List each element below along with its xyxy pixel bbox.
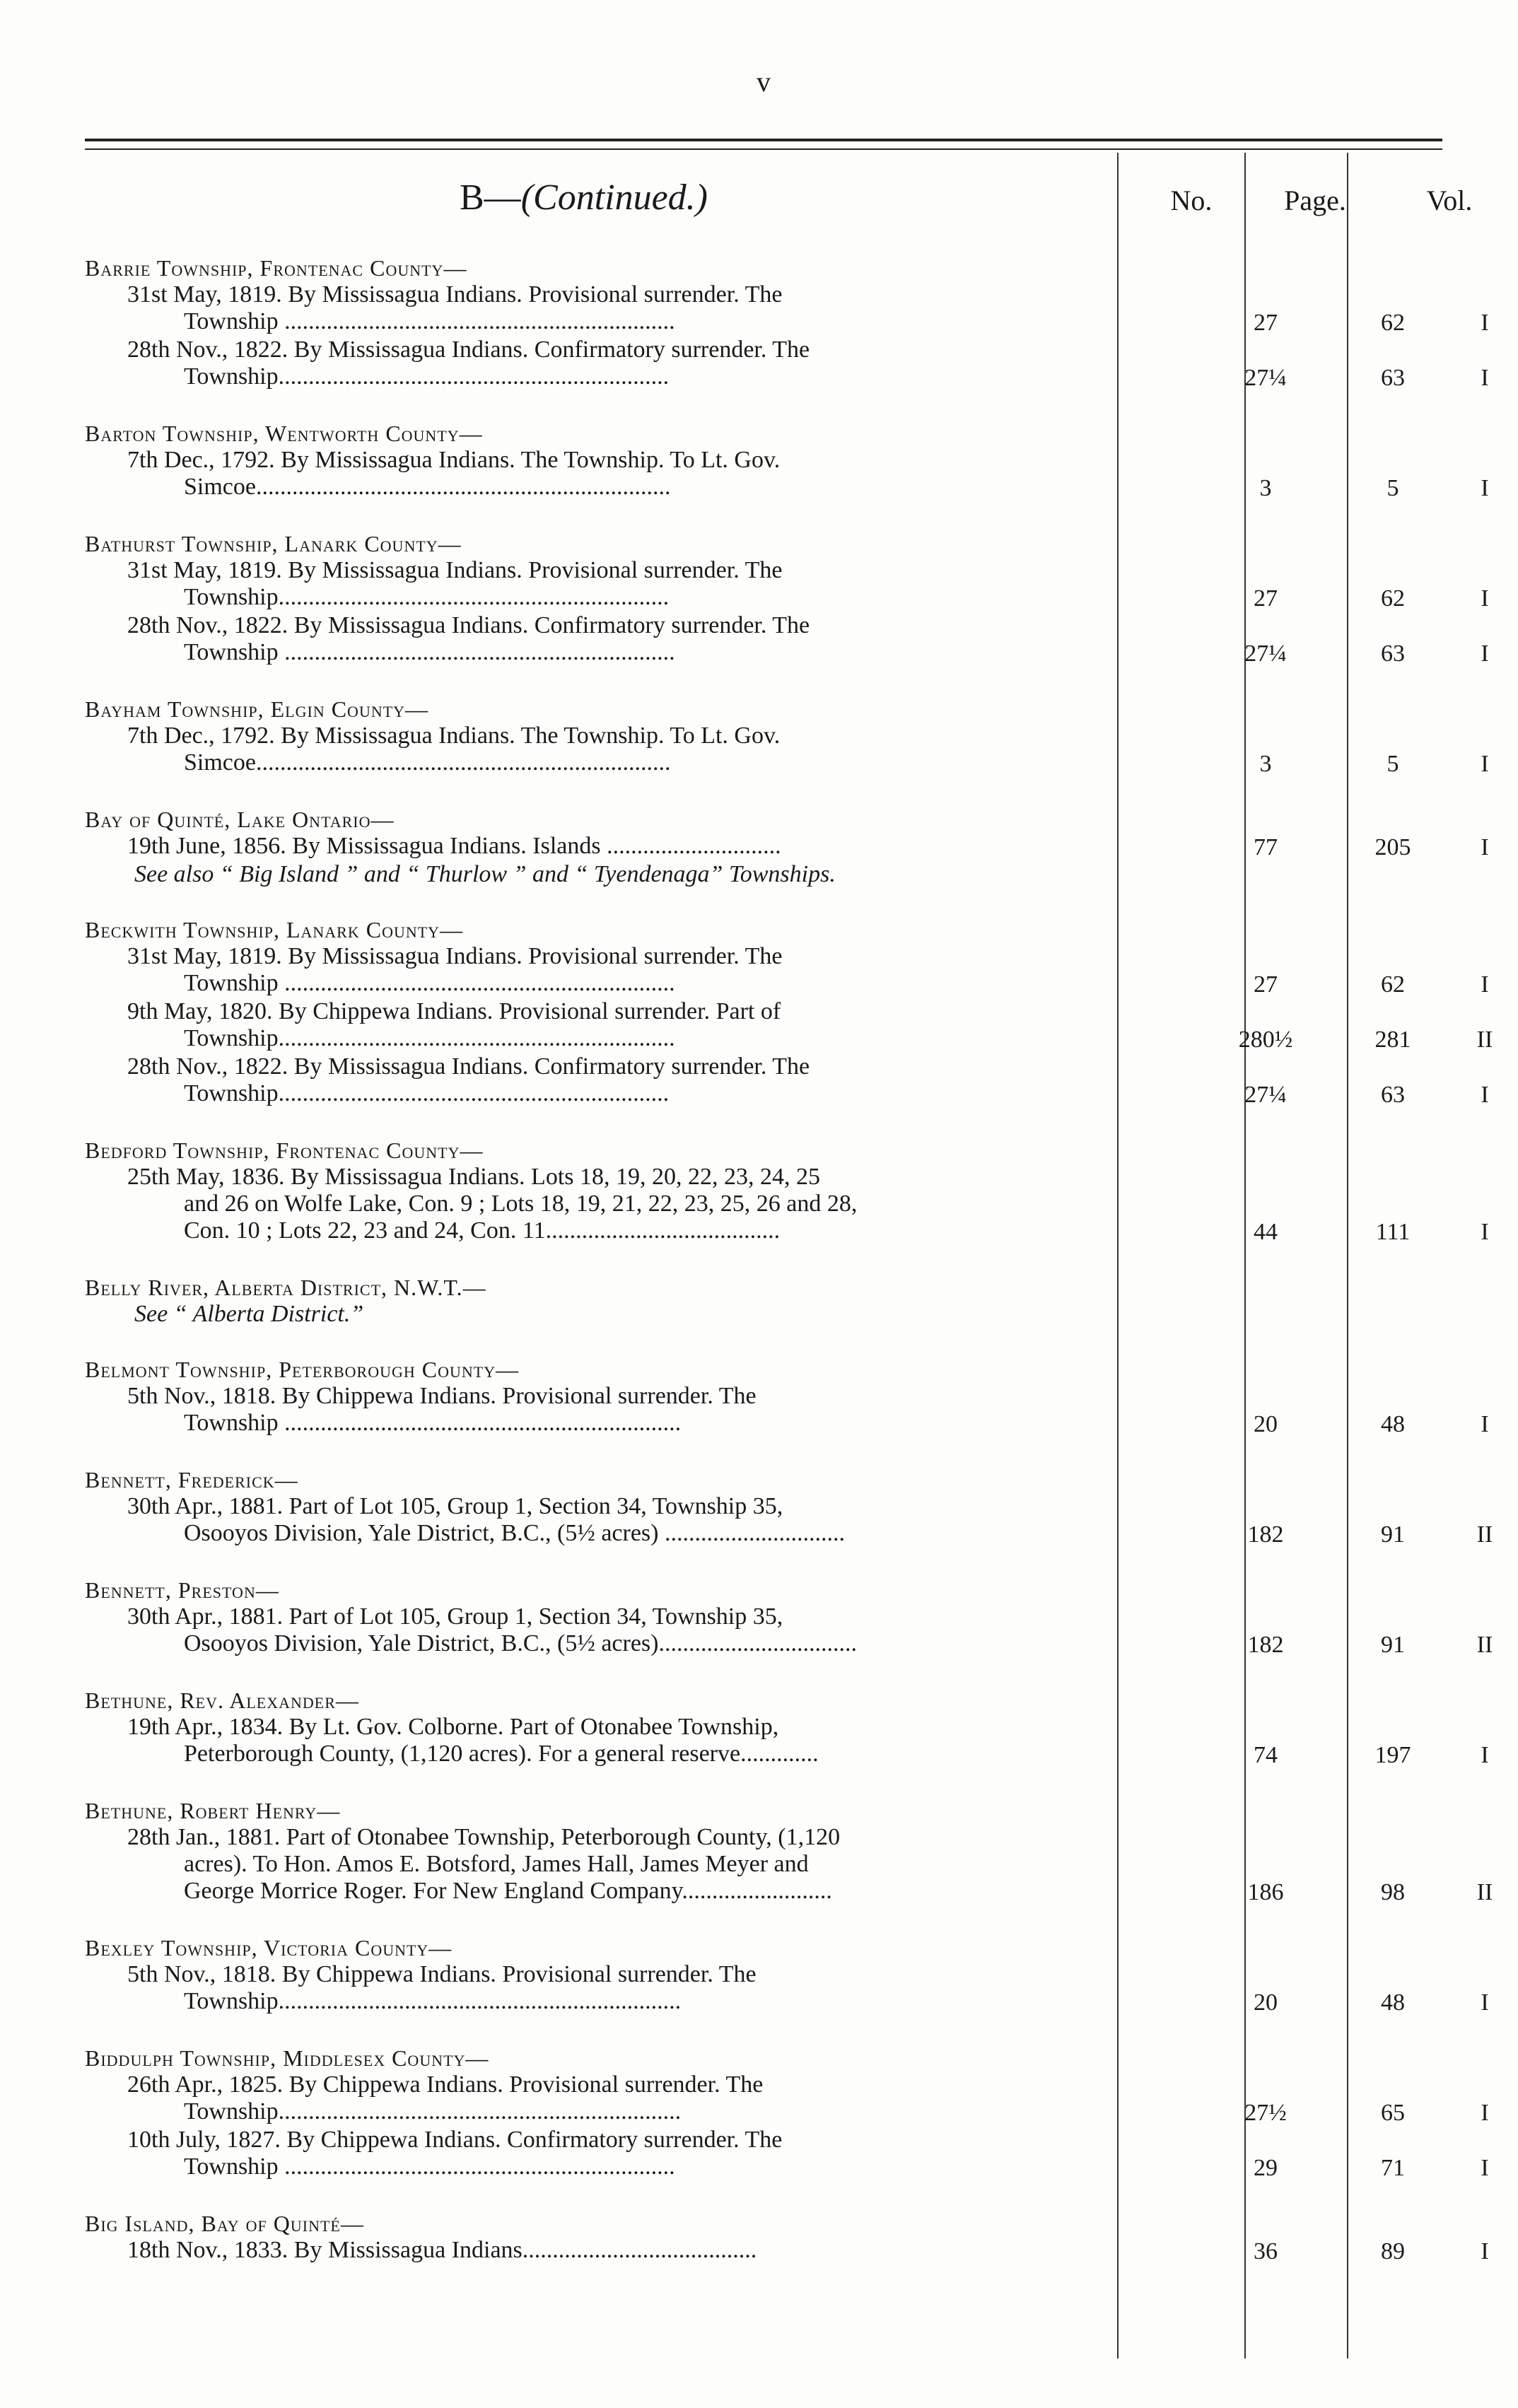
entry-number: 280½ <box>1238 1027 1293 1053</box>
entry-number: 186 <box>1247 1879 1284 1905</box>
index-entry <box>85 1797 1493 1906</box>
entry-volume: I <box>1481 2238 1489 2264</box>
entry-text-line: Township................................................................. <box>184 1080 670 1106</box>
entry-heading: Belmont Township, Peterborough County— <box>85 1357 520 1382</box>
entry-number: 77 <box>1254 834 1278 860</box>
entry-text <box>127 337 1181 390</box>
entry-item <box>85 2237 1489 2265</box>
entry-text-line: 9th May, 1820. By Chippewa Indians. Provisional surrender. Part of <box>127 998 781 1024</box>
entry-text-line: 30th Apr., 1881. Part of Lot 105, Group 1, Section 34, Township 35, <box>127 1603 783 1630</box>
entry-page: 197 <box>1374 1742 1411 1768</box>
entry-text <box>127 1493 1181 1547</box>
entry-text <box>127 281 1181 335</box>
entry-page: 48 <box>1381 1989 1405 2016</box>
index-entries <box>85 255 1493 2293</box>
entry-text-line: 19th June, 1856. By Mississagua Indians. Islands ............................. <box>127 833 781 859</box>
entry-volume: I <box>1481 834 1489 860</box>
entry-heading: Big Island, Bay of Quinté— <box>85 2211 364 2236</box>
entry-page: 63 <box>1381 365 1405 391</box>
entry-volume: II <box>1476 1027 1493 1053</box>
entry-heading: Barton Township, Wentworth County— <box>85 421 483 446</box>
entry-heading: Bennett, Frederick— <box>85 1467 298 1492</box>
entry-heading: Bathurst Township, Lanark County— <box>85 531 462 556</box>
entry-heading: Bennett, Preston— <box>85 1577 279 1603</box>
entry-volume: I <box>1481 365 1489 391</box>
entry-heading: Bexley Township, Victoria County— <box>85 1935 453 1960</box>
entry-item <box>85 1383 1489 1438</box>
entry-item <box>85 2071 1489 2127</box>
entry-item <box>85 1603 1493 1659</box>
entry-text-line: Peterborough County, (1,120 acres). For a general reserve............. <box>184 1741 819 1767</box>
entry-text-line: 7th Dec., 1792. By Mississagua Indians. The Township. To Lt. Gov. <box>127 723 781 749</box>
column-header-page: Page. <box>1284 185 1346 216</box>
entry-page: 91 <box>1381 1521 1405 1548</box>
entry-text-line: 31st May, 1819. By Mississagua Indians. Provisional surrender. The <box>127 281 783 308</box>
entry-text-line: Township ................................................................. <box>184 639 675 665</box>
entry-text <box>127 2237 1181 2264</box>
entry-text <box>127 723 1181 776</box>
entry-page: 62 <box>1381 585 1405 612</box>
entry-number: 27½ <box>1244 2100 1287 2126</box>
index-entry <box>85 916 1493 1109</box>
entry-text <box>127 447 1181 501</box>
entry-volume: I <box>1481 751 1489 777</box>
entry-item <box>85 998 1493 1053</box>
column-header-no: No. <box>1170 185 1213 216</box>
entry-volume: I <box>1481 641 1489 667</box>
entry-text <box>127 2127 1181 2180</box>
entry-number: 36 <box>1254 2238 1278 2264</box>
entry-volume: I <box>1481 475 1489 501</box>
entry-text-line: 7th Dec., 1792. By Mississagua Indians. The Township. To Lt. Gov. <box>127 447 781 473</box>
entry-number: 44 <box>1254 1219 1278 1245</box>
entry-text <box>127 1824 1181 1905</box>
page-number: v <box>757 66 771 98</box>
index-entry <box>85 530 1489 667</box>
entry-heading: Bay of Quinté, Lake Ontario— <box>85 807 395 832</box>
entry-number: 3 <box>1259 751 1272 777</box>
entry-heading: Bethune, Rev. Alexander— <box>85 1688 359 1713</box>
entry-volume: I <box>1481 1411 1489 1437</box>
entry-number: 182 <box>1247 1521 1284 1548</box>
entry-text-line: 28th Nov., 1822. By Mississagua Indians. Confirmatory surrender. The <box>127 612 810 638</box>
entry-heading: Bedford Township, Frontenac County— <box>85 1138 484 1163</box>
entry-number: 27 <box>1254 310 1278 336</box>
entry-text <box>127 943 1181 997</box>
index-entry <box>85 806 1489 888</box>
entry-text-line: 10th July, 1827. By Chippewa Indians. Confirmatory surrender. The <box>127 2127 783 2153</box>
entry-number: 74 <box>1254 1742 1278 1768</box>
entry-item <box>85 723 1489 778</box>
entry-text-line: 5th Nov., 1818. By Chippewa Indians. Provisional surrender. The <box>127 1383 757 1409</box>
entry-text <box>127 833 1181 860</box>
entry-page: 62 <box>1381 971 1405 998</box>
entry-volume: I <box>1481 2100 1489 2126</box>
entry-volume: I <box>1481 310 1489 336</box>
entry-text-line: and 26 on Wolfe Lake, Con. 9 ; Lots 18, 19, 21, 22, 23, 25, 26 and 28, <box>184 1191 858 1217</box>
column-header-vol: Vol. <box>1426 185 1473 216</box>
entry-heading: Beckwith Township, Lanark County— <box>85 917 464 942</box>
entry-text <box>127 612 1181 666</box>
entry-number: 27¼ <box>1244 641 1287 667</box>
entry-text-line: Township................................................................. <box>184 584 670 610</box>
entry-text-line: 28th Nov., 1822. By Mississagua Indians. Confirmatory surrender. The <box>127 337 810 363</box>
entry-text <box>127 1961 1181 2015</box>
entry-item <box>85 447 1489 502</box>
entry-page: 71 <box>1381 2155 1405 2181</box>
entry-item <box>85 2127 1489 2182</box>
entry-text-line: Township.................................................................. <box>184 1025 675 1051</box>
entry-page: 98 <box>1381 1879 1405 1905</box>
entry-text-line: 31st May, 1819. By Mississagua Indians. Provisional surrender. The <box>127 943 783 969</box>
entry-page: 111 <box>1375 1219 1411 1245</box>
index-entry <box>85 420 1489 502</box>
entry-volume: I <box>1481 1082 1489 1108</box>
entry-item <box>85 1824 1493 1906</box>
entry-text-line: Township................................................................... <box>184 2098 682 2124</box>
entry-text-line: Township ................................................................. <box>184 308 675 334</box>
entry-text-line: acres). To Hon. Amos E. Botsford, James Hall, James Meyer and <box>184 1851 809 1877</box>
top-rule-thin <box>85 148 1442 150</box>
entry-text-line: Simcoe..................................................................... <box>184 474 671 500</box>
entry-number: 27¼ <box>1244 365 1287 391</box>
entry-text-line: George Morrice Roger. For New England Company......................... <box>184 1878 832 1904</box>
entry-text-line: Township .................................................................. <box>184 1410 682 1436</box>
entry-page: 281 <box>1374 1027 1411 1053</box>
entry-page: 5 <box>1386 751 1399 777</box>
entry-number: 20 <box>1254 1989 1278 2016</box>
entry-text-line: 28th Jan., 1881. Part of Otonabee Township, Peterborough County, (1,120 <box>127 1824 841 1850</box>
section-title: B—(Continued.) <box>460 177 708 218</box>
entry-text <box>127 1603 1181 1657</box>
entry-item <box>85 557 1489 612</box>
entry-item <box>85 943 1489 998</box>
entry-item <box>85 281 1489 337</box>
entry-number: 182 <box>1247 1632 1284 1658</box>
entry-text <box>127 1164 1181 1244</box>
index-entry <box>85 1466 1493 1548</box>
entry-volume: I <box>1481 1219 1489 1245</box>
entry-text-line: 28th Nov., 1822. By Mississagua Indians. Confirmatory surrender. The <box>127 1053 810 1080</box>
entry-item <box>85 612 1489 667</box>
index-entry <box>85 1934 1489 2016</box>
entry-item <box>85 1493 1493 1548</box>
index-entry <box>85 1356 1489 1438</box>
entry-text-line: Con. 10 ; Lots 22, 23 and 24, Con. 11....................................... <box>184 1217 781 1244</box>
entry-text-line: Township ................................................................. <box>184 2153 675 2180</box>
entry-text <box>127 1053 1181 1107</box>
entry-text-line: Osooyos Division, Yale District, B.C., (5½ acres)................................. <box>184 1630 857 1656</box>
top-rule <box>85 139 1442 141</box>
entry-text-line: Osooyos Division, Yale District, B.C., (5½ acres) .............................. <box>184 1520 845 1546</box>
entry-volume: I <box>1481 971 1489 998</box>
entry-volume: I <box>1481 585 1489 612</box>
index-entry <box>85 696 1489 778</box>
index-entry <box>85 1137 1489 1246</box>
entry-note: See “ Alberta District.” <box>134 1301 364 1327</box>
entry-text <box>127 557 1181 611</box>
entry-volume: II <box>1476 1632 1493 1658</box>
index-entry <box>85 2210 1489 2265</box>
entry-page: 63 <box>1381 1082 1405 1108</box>
table-header <box>85 177 1473 226</box>
entry-page: 5 <box>1386 475 1399 501</box>
entry-heading: Barrie Township, Frontenac County— <box>85 255 467 281</box>
index-entry <box>85 255 1489 392</box>
entry-number: 20 <box>1254 1411 1278 1437</box>
entry-text-line: Simcoe..................................................................... <box>184 749 671 776</box>
entry-text <box>127 998 1181 1052</box>
entry-text-line: Township................................................................... <box>184 1988 682 2014</box>
entry-volume: II <box>1476 1879 1493 1905</box>
entry-heading: Biddulph Township, Middlesex County— <box>85 2045 489 2071</box>
entry-item <box>85 1164 1489 1246</box>
entry-item <box>85 833 1489 861</box>
entry-text-line: 30th Apr., 1881. Part of Lot 105, Group 1, Section 34, Township 35, <box>127 1493 783 1519</box>
entry-page: 48 <box>1381 1411 1405 1437</box>
entry-heading: Belly River, Alberta District, N.W.T.— <box>85 1275 486 1300</box>
entry-item <box>85 337 1489 392</box>
entry-page: 62 <box>1381 310 1405 336</box>
entry-text-line: 18th Nov., 1833. By Mississagua Indians....................................... <box>127 2237 757 2263</box>
index-entry <box>85 1274 1442 1328</box>
entry-page: 91 <box>1381 1632 1405 1658</box>
entry-page: 89 <box>1381 2238 1405 2264</box>
index-entry <box>85 2045 1489 2182</box>
entry-volume: II <box>1476 1521 1493 1548</box>
entry-text <box>127 2071 1181 2125</box>
entry-text-line: 5th Nov., 1818. By Chippewa Indians. Provisional surrender. The <box>127 1961 757 1987</box>
entry-note: See also “ Big Island ” and “ Thurlow ” and “ Tyendenaga” Townships. <box>134 861 836 887</box>
entry-text-line: 19th Apr., 1834. By Lt. Gov. Colborne. Part of Otonabee Township, <box>127 1714 779 1740</box>
entry-heading: Bethune, Robert Henry— <box>85 1798 341 1823</box>
entry-text <box>127 1383 1181 1437</box>
entry-page: 63 <box>1381 641 1405 667</box>
index-entry <box>85 1577 1493 1659</box>
entry-volume: I <box>1481 1989 1489 2016</box>
entry-text-line: 26th Apr., 1825. By Chippewa Indians. Provisional surrender. The <box>127 2071 764 2098</box>
entry-number: 27 <box>1254 971 1278 998</box>
entry-page: 205 <box>1374 834 1411 860</box>
entry-text-line: Township ................................................................. <box>184 970 675 996</box>
entry-text-line: 25th May, 1836. By Mississagua Indians. Lots 18, 19, 20, 22, 23, 24, 25 <box>127 1164 821 1190</box>
entry-number: 29 <box>1254 2155 1278 2181</box>
entry-item <box>85 1714 1489 1769</box>
entry-number: 3 <box>1259 475 1272 501</box>
entry-heading: Bayham Township, Elgin County— <box>85 696 429 722</box>
entry-number: 27 <box>1254 585 1278 612</box>
entry-number: 27¼ <box>1244 1082 1287 1108</box>
entry-page: 65 <box>1381 2100 1405 2126</box>
entry-volume: I <box>1481 1742 1489 1768</box>
entry-text-line: Township................................................................. <box>184 363 670 390</box>
entry-text <box>127 1714 1181 1767</box>
index-entry <box>85 1687 1489 1769</box>
entry-text-line: 31st May, 1819. By Mississagua Indians. Provisional surrender. The <box>127 557 783 583</box>
entry-item <box>85 1053 1489 1109</box>
entry-item <box>85 1961 1489 2016</box>
entry-volume: I <box>1481 2155 1489 2181</box>
